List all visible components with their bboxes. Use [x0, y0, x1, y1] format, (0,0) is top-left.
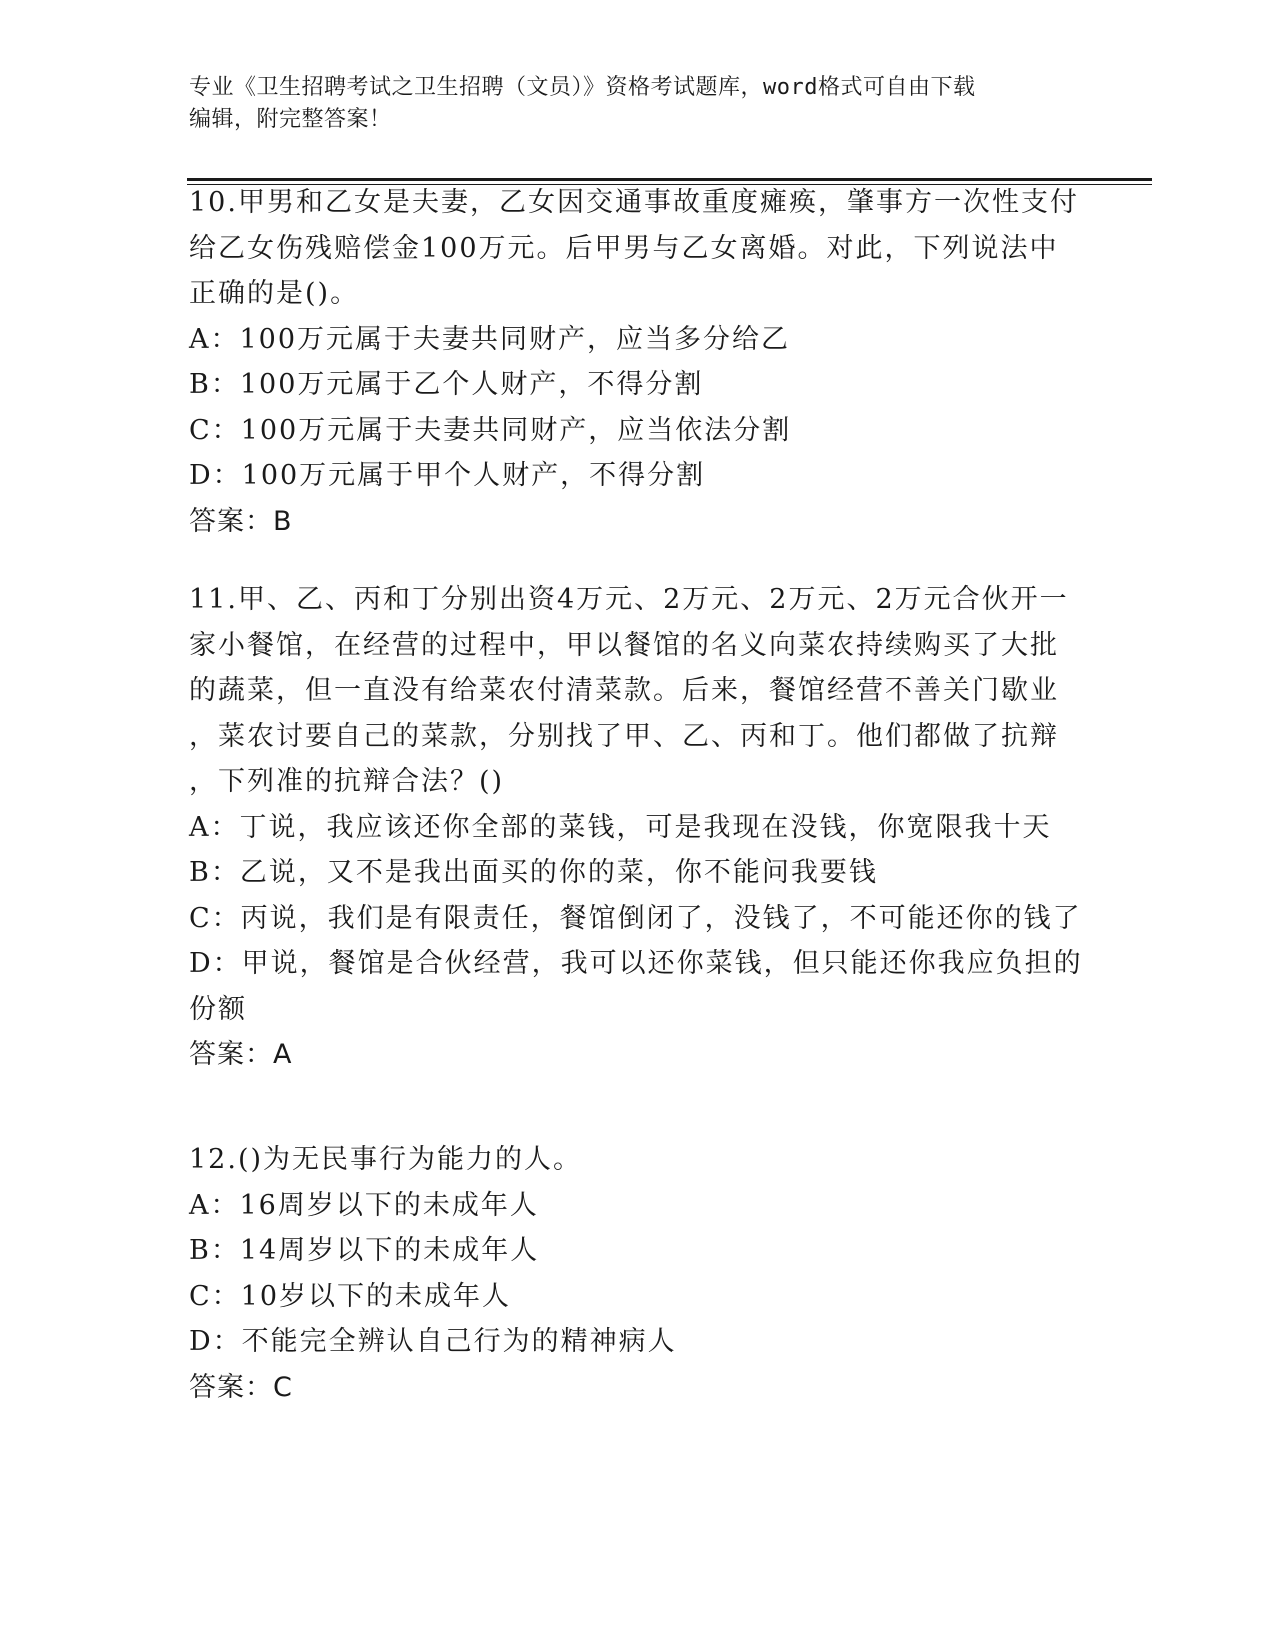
question-text-line: 的蔬菜，但一直没有给菜农付清菜款。后来，餐馆经营不善关门歇业	[189, 675, 1059, 706]
answer-line	[189, 1032, 1109, 1078]
option-c: C：丙说，我们是有限责任，餐馆倒闭了，没钱了，不可能还你的钱了	[189, 902, 1082, 934]
answer-value: A	[273, 1039, 293, 1070]
document-header	[189, 72, 1089, 136]
question-text-line: 家小餐馆，在经营的过程中，甲以餐馆的名义向菜农持续购买了大批	[189, 629, 1059, 661]
option-c: C：100万元属于夫妻共同财产，应当依法分割	[189, 414, 792, 446]
answer-line	[189, 499, 1109, 545]
option-d: D：100万元属于甲个人财产，不得分割	[189, 460, 706, 491]
option-d: D：甲说，餐馆是合伙经营，我可以还你菜钱，但只能还你我应负担的	[189, 948, 1083, 979]
question-10	[189, 180, 1109, 544]
question-text-line: ，菜农讨要自己的菜款，分别找了甲、乙、丙和丁。他们都做了抗辩	[189, 720, 1059, 752]
question-11	[189, 577, 1109, 1078]
question-text-line: 给乙女伤残赔偿金100万元。后甲男与乙女离婚。对此，下列说法中	[189, 232, 1059, 264]
answer-label: 答案：	[189, 1371, 273, 1403]
question-text-line: 12.()为无民事行为能力的人。	[189, 1144, 583, 1175]
answer-value: B	[273, 505, 293, 537]
answer-line	[189, 1365, 1109, 1411]
option-b: B：乙说，又不是我出面买的你的菜，你不能问我要钱	[189, 857, 878, 888]
option-d: D：不能完全辨认自己行为的精神病人	[189, 1326, 677, 1357]
option-c: C：10岁以下的未成年人	[189, 1280, 512, 1312]
option-b: B：14周岁以下的未成年人	[189, 1235, 540, 1266]
question-text-line: ，下列准的抗辩合法？()	[189, 766, 505, 797]
question-text-line: 正确的是()。	[189, 278, 360, 309]
option-b: B：100万元属于乙个人财产，不得分割	[189, 369, 704, 400]
answer-value: C	[273, 1371, 293, 1403]
option-a: A：16周岁以下的未成年人	[189, 1189, 539, 1221]
answer-label: 答案：	[189, 505, 273, 537]
option-a: A：100万元属于夫妻共同财产，应当多分给乙	[189, 323, 791, 355]
question-text-line: 11.甲、乙、丙和丁分别出资4万元、2万元、2万元、2万元合伙开一	[189, 584, 1069, 615]
option-d-continued: 份额	[189, 993, 247, 1025]
header-line: 编辑，附完整答案！	[189, 107, 392, 132]
question-12	[189, 1137, 1109, 1410]
header-line: 专业《卫生招聘考试之卫生招聘（文员）》资格考试题库，word格式可自由下载	[189, 75, 976, 100]
question-text-line: 10.甲男和乙女是夫妻，乙女因交通事故重度瘫痪，肇事方一次性支付	[189, 187, 1079, 218]
option-a: A：丁说，我应该还你全部的菜钱，可是我现在没钱，你宽限我十天	[189, 811, 1052, 843]
answer-label: 答案：	[189, 1039, 273, 1070]
